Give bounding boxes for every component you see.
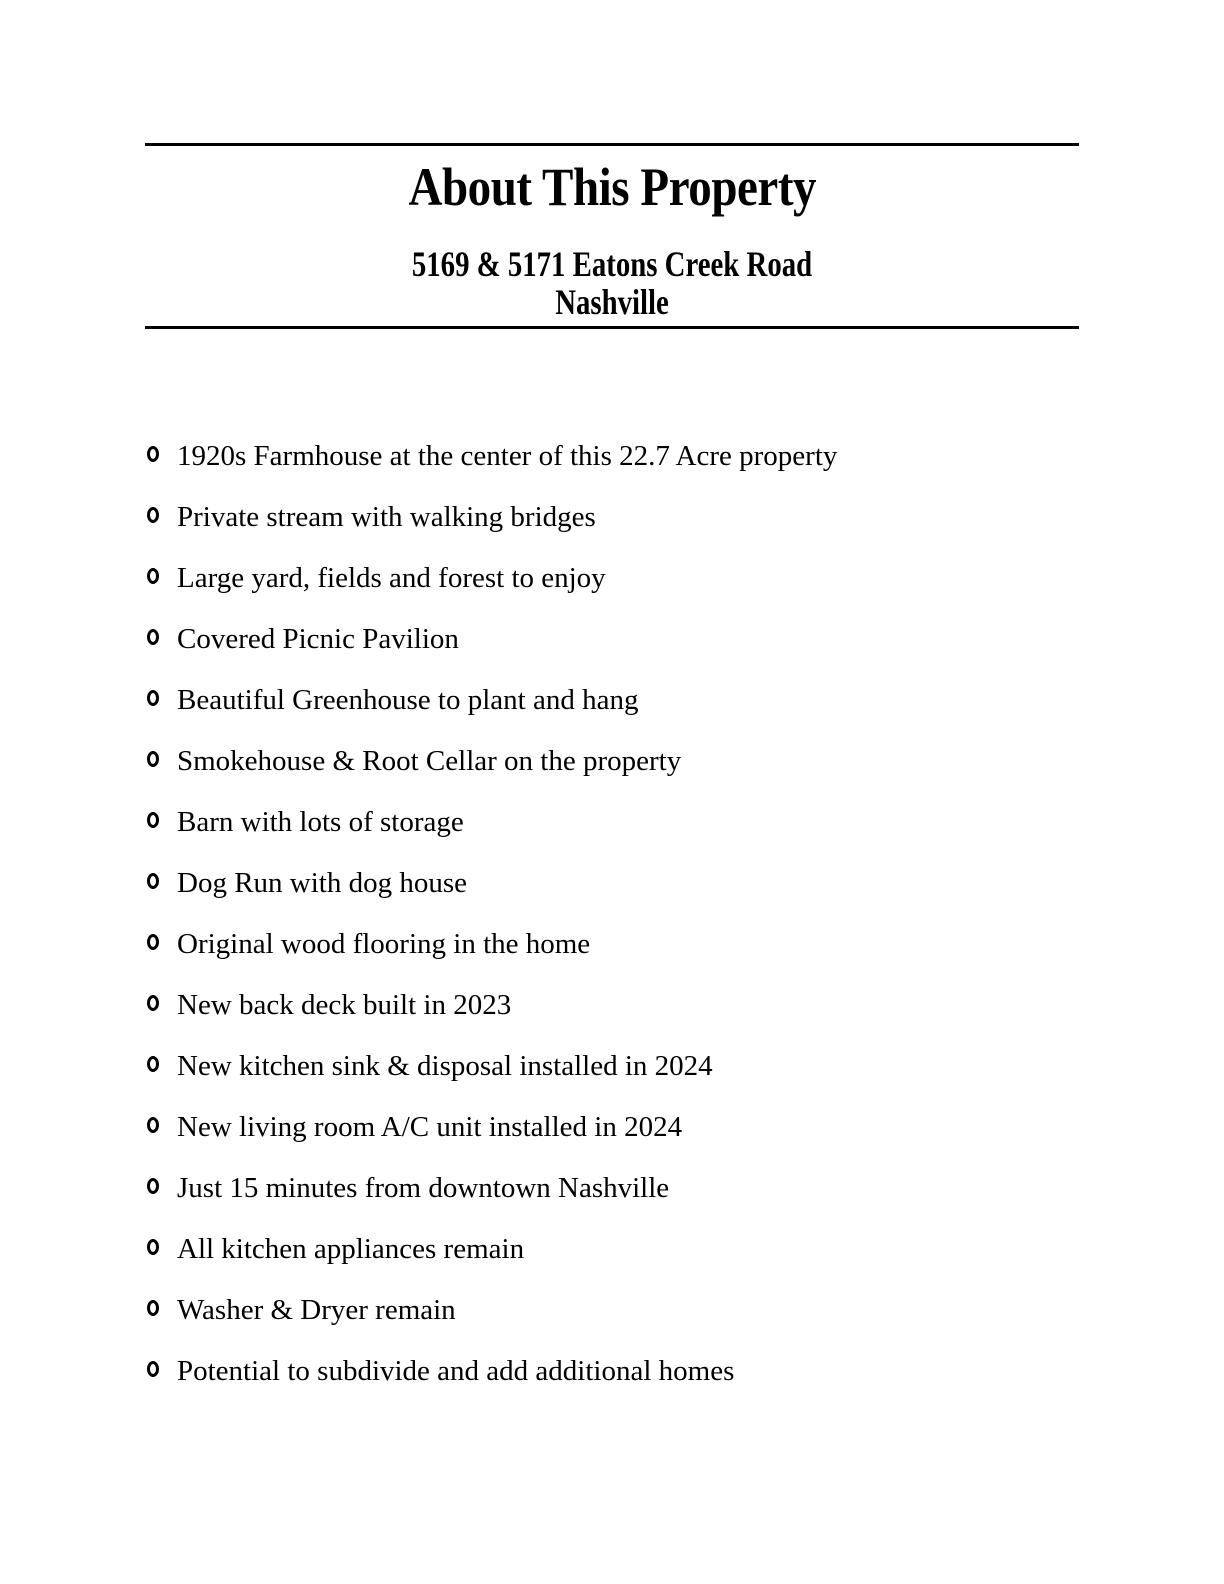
feature-text: Beautiful Greenhouse to plant and hang [177, 684, 639, 716]
feature-text: Large yard, fields and forest to enjoy [177, 562, 606, 594]
features-list [147, 437, 1144, 1390]
list-item [147, 559, 1144, 597]
circle-bullet-icon [147, 995, 159, 1011]
circle-bullet-icon [147, 1300, 159, 1316]
list-item [147, 925, 1144, 963]
page-title [145, 156, 1079, 218]
list-item [147, 498, 1144, 536]
list-item [147, 681, 1144, 719]
list-item [147, 864, 1144, 902]
circle-bullet-icon [147, 1361, 159, 1377]
feature-text: New living room A/C unit installed in 2024 [177, 1111, 683, 1143]
feature-text: All kitchen appliances remain [177, 1233, 525, 1265]
feature-text: 1920s Farmhouse at the center of this 22.7 Acre property [177, 440, 838, 472]
circle-bullet-icon [147, 812, 159, 828]
circle-bullet-icon [147, 1056, 159, 1072]
circle-bullet-icon [147, 507, 159, 523]
feature-text: Smokehouse & Root Cellar on the property [177, 745, 682, 777]
list-item [147, 1291, 1144, 1329]
feature-text: Potential to subdivide and add additional homes [177, 1355, 735, 1387]
circle-bullet-icon [147, 873, 159, 889]
feature-text: Private stream with walking bridges [177, 501, 596, 533]
address-city: Nashville [555, 282, 669, 322]
list-item [147, 803, 1144, 841]
feature-text: Original wood flooring in the home [177, 928, 591, 960]
list-item [147, 437, 1144, 475]
feature-text: Covered Picnic Pavilion [177, 623, 459, 655]
circle-bullet-icon [147, 751, 159, 767]
circle-bullet-icon [147, 1178, 159, 1194]
feature-text: Just 15 minutes from downtown Nashville [177, 1172, 670, 1204]
feature-text: Washer & Dryer remain [177, 1294, 456, 1326]
address-street: 5169 & 5171 Eatons Creek Road [411, 244, 813, 284]
circle-bullet-icon [147, 1239, 159, 1255]
list-item [147, 742, 1144, 780]
circle-bullet-icon [147, 690, 159, 706]
circle-bullet-icon [147, 629, 159, 645]
list-item [147, 1230, 1144, 1268]
list-item [147, 1047, 1144, 1085]
feature-text: Barn with lots of storage [177, 806, 464, 838]
feature-text: Dog Run with dog house [177, 867, 467, 899]
feature-text: New kitchen sink & disposal installed in 2024 [177, 1050, 713, 1082]
circle-bullet-icon [147, 446, 159, 462]
circle-bullet-icon [147, 1117, 159, 1133]
circle-bullet-icon [147, 568, 159, 584]
circle-bullet-icon [147, 934, 159, 950]
feature-text: New back deck built in 2023 [177, 989, 512, 1021]
list-item [147, 620, 1144, 658]
page-title-text: About This Property [408, 157, 816, 217]
list-item [147, 1108, 1144, 1146]
property-address [145, 245, 1079, 326]
list-item [147, 986, 1144, 1024]
document-header [145, 143, 1079, 329]
list-item [147, 1169, 1144, 1207]
list-item [147, 1352, 1144, 1390]
